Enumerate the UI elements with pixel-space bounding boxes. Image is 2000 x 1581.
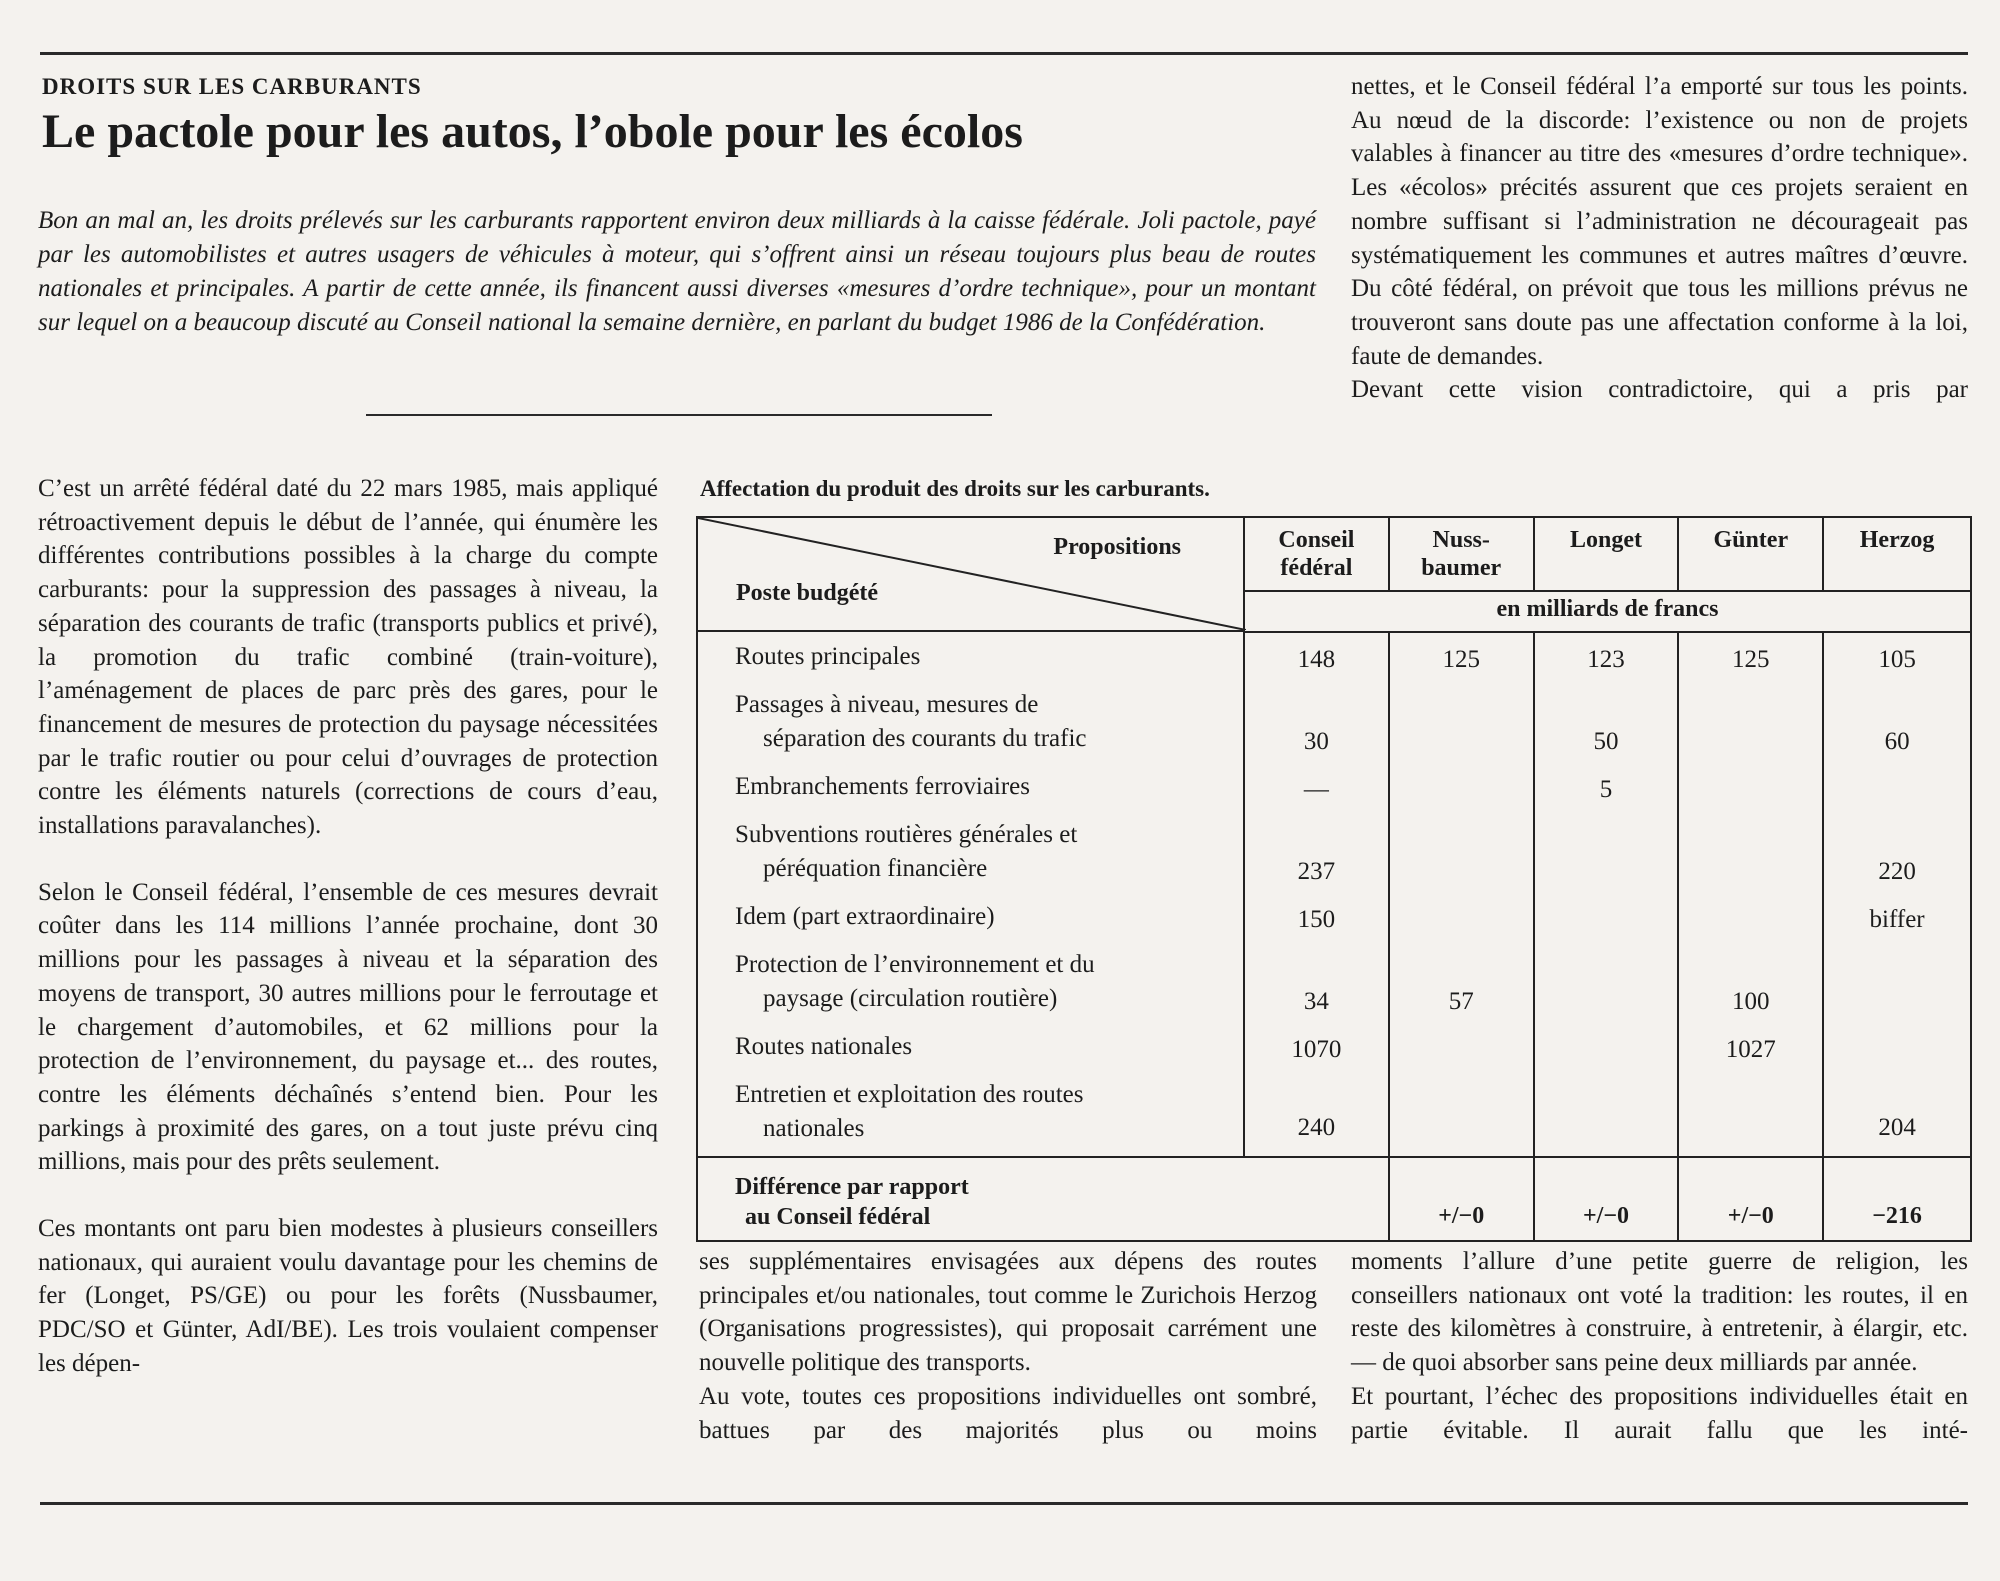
table-row: Idem (part extraordinaire) 150 biffer [697, 892, 1971, 940]
column-header: Herzog [1823, 517, 1971, 591]
column-header: Longet [1534, 517, 1679, 591]
kicker: DROITS SUR LES CARBURANTS [42, 74, 422, 99]
header-poste-budgete: Poste budgété [736, 580, 878, 606]
headline: Le pactole pour les autos, l’obole pour les écolos [42, 105, 1023, 158]
top-rule [40, 52, 1968, 55]
header-propositions: Propositions [1053, 534, 1182, 560]
paragraph: nettes, et le Conseil fédéral l’a emporté sur tous les points. Au nœud de la discorde: l’existence ou non de projets valables à financer au titre des «mesures d’ordre technique». Les «écolos» précités assurent que ces projets seraient en nombre suffisant si l’administration ne décourageait pas systématiquement les communes et autres maîtres d’œuvre. Du côté fédéral, on prévoit que tous les millions prévus ne trouveront sans doute pas une affectation conforme à la loi, faute de demandes. [1351, 73, 1968, 370]
lead-paragraph: Bon an mal an, les droits prélevés sur les carburants rapportent environ deux milliards à la caisse fédérale. Joli pactole, payé par les automobilistes et autres usagers de véhicules à moteur, qui s’offrent ainsi un réseau toujours plus beau de routes nationales et principales. A partir de cette année, ils financent aussi diverses «mesures d’ordre technique», pour un montant sur lequel on a beaucoup discuté au Conseil national la semaine dernière, en parlant du budget 1986 de la Confédération. [38, 207, 1316, 336]
table-row: Protection de l’environnement et du paysage (circulation routière) 34 57 100 [697, 940, 1971, 1022]
bottom-rule [40, 1502, 1968, 1505]
difference-row: Différence par rapport au Conseil fédéral +/−0 +/−0 +/−0 −216 [697, 1157, 1971, 1241]
table-row: Routes principales 148 125 123 125 105 [697, 632, 1971, 680]
paragraph: Ces montants ont paru bien modestes à plusieurs conseillers nationaux, qui auraient voulu davantage pour les chemins de fer (Longet, PS/GE) ou pour les forêts (Nussbaumer, PDC/SO et Günter, AdI/BE). Les trois voulaient compenser les dépen- [38, 1215, 658, 1377]
column-top-right [1351, 70, 1968, 407]
column-middle-bottom [699, 1245, 1317, 1447]
column-left [38, 472, 658, 1381]
paragraph: C’est un arrêté fédéral daté du 22 mars 1985, mais appliqué rétroactivement depuis le début de l’année, qui énumère les différentes contributions possibles à la charge du compte carburants: pour la suppression des passages à niveau, la séparation des courants de trafic (transports publics et privé), la promotion du trafic combiné (train-voiture), l’aménagement de places de parc près des gares, pour le financement de mesures de protection du paysage nécessitées par le trafic routier ou pour celui d’ouvrages de protection contre les éléments naturels (corrections de cours d’eau, installations paravalanches). [38, 475, 658, 840]
paragraph: Selon le Conseil fédéral, l’ensemble de ces mesures devrait coûter dans les 114 millions l’année prochaine, dont 30 millions pour les passages à niveau et la séparation des moyens de transport, 30 autres millions pour le ferroutage et le chargement d’automobiles, et 62 millions pour la protection de l’environnement, du paysage et... des routes, contre les éléments déchaînés s’entend bien. Pour les parkings à proximité des gares, on a tout juste prévu cinq millions, mais pour des prêts seulement. [38, 878, 658, 1176]
unit-label: en milliards de francs [1244, 591, 1971, 632]
lead-separator-rule [366, 414, 992, 416]
column-header: Nuss- baumer [1389, 517, 1534, 591]
paragraph: ses supplémentaires envisagées aux dépens des routes principales et/ou nationales, tout comme le Zurichois Herzog (Organisations progressistes), qui proposait carrément une nouvelle politique des transports. [699, 1248, 1317, 1377]
paragraph: Devant cette vision contradictoire, qui a pris par [1351, 376, 1968, 404]
table-row: Embranchements ferroviaires — 5 [697, 762, 1971, 810]
fuel-duty-table [696, 516, 1972, 1242]
paragraph: Et pourtant, l’échec des propositions individuelles était en partie évitable. Il aurait fallu que les inté- [1351, 1382, 1968, 1444]
table-row: Routes nationales 1070 1027 [697, 1022, 1971, 1070]
paragraph: Au vote, toutes ces propositions individuelles ont sombré, battues par des majorités plus ou moins [699, 1382, 1317, 1444]
table-row: Entretien et exploitation des routes nationales 240 204 [697, 1070, 1971, 1157]
column-right-bottom [1351, 1245, 1968, 1447]
table-row: Passages à niveau, mesures de séparation des courants du trafic 30 50 60 [697, 680, 1971, 762]
paragraph: moments l’allure d’une petite guerre de religion, les conseillers nationaux ont voté la tradition: les routes, il en reste des kilomètres à construire, à entretenir, à élargir, etc. — de quoi absorber sans peine deux milliards par année. [1351, 1248, 1968, 1377]
column-header: Günter [1678, 517, 1823, 591]
table-row: Subventions routières générales et péréquation financière 237 220 [697, 810, 1971, 892]
column-header: Conseil fédéral [1244, 517, 1389, 591]
table-caption: Affectation du produit des droits sur les carburants. [700, 476, 1210, 501]
table-corner-cell [697, 517, 1244, 632]
